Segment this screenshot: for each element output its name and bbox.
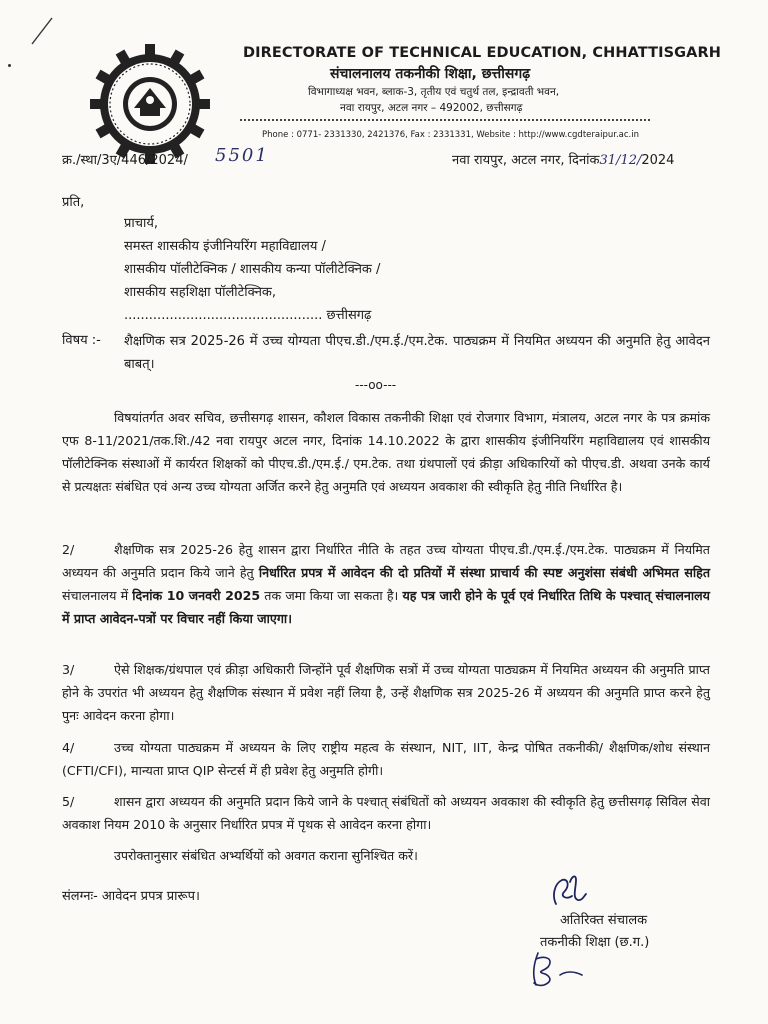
recipient-line: ................................................ छत्तीसगढ़ [124,308,372,323]
paragraph-2-text: शैक्षणिक सत्र 2025-26 हेतु शासन द्वारा निर्धारित नीति के तहत उच्च योग्यता पीएच.डी./एम.ई./एम.टेक. पाठ्यक्रम में नियमित अध्ययन की अनुमति प्रदान किये जाने हेतु [62,542,710,580]
paragraph-2 [62,538,710,630]
address-line-2: नवा रायपुर, अटल नगर – 492002, छत्तीसगढ़ [340,102,523,114]
place-date [452,150,674,168]
org-name-english: DIRECTORATE OF TECHNICAL EDUCATION, CHHATTISGARH [243,45,721,61]
subject-label: विषय :- [62,333,101,348]
handwritten-number: 5501 [215,145,269,166]
recipient-line: शासकीय सहशिक्षा पॉलीटेक्निक, [124,285,277,300]
recipient-line: समस्त शासकीय इंजीनियरिंग महाविद्यालय / [124,239,326,254]
recipient-line: प्राचार्य, [124,216,159,231]
enclosure: संलग्नः- आवेदन प्रपत्र प्रारूप। [62,889,200,904]
paragraph-1 [62,406,710,498]
scan-speck [8,64,11,67]
to-label: प्रति, [62,195,85,210]
paragraph-5-number: 5/ [62,794,75,809]
paragraph-4-text: उच्च योग्यता पाठ्यक्रम में अध्ययन के लिए राष्ट्रीय महत्व के संस्थान, NIT, IIT, केन्द्र पोषित तकनीकी/ शैक्षणिक/शोध संस्थान (CFTI/CFI), मान्यता प्राप्त QIP सेन्टर्स में ही प्रवेश हेतु अनुमति होगी। [62,740,710,778]
section-divider: ---oo--- [355,378,397,392]
paragraph-2-text: संचालनालय में [62,588,129,603]
paragraph-3-text: ऐसे शिक्षक/ग्रंथपाल एवं क्रीड़ा अधिकारी जिन्होंने पूर्व शैक्षणिक सत्रों में उच्च योग्यता पाठ्यक्रम में नियमित अध्ययन की अनुमति प्राप्त होने के उपरांत भी अध्ययन हेतु शैक्षणिक संस्थान में प्रवेश नहीं लिया है, उन्हें शैक्षणिक सत्र 2025-26 में अध्ययन की अनुमति प्राप्त करने हेतु पुनः आवेदन करना होगा। [62,662,710,723]
paragraph-5 [62,790,710,836]
subject-text: शैक्षणिक सत्र 2025-26 में उच्च योग्यता पीएच.डी./एम.ई./एम.टेक. पाठ्यक्रम में नियमित अध्ययन की अनुमति हेतु आवेदन बाबत्। [124,334,710,372]
paragraph-3 [62,658,710,727]
signatory-designation: अतिरिक्त संचालक [560,913,648,928]
contact-info: Phone : 0771- 2331330, 2421376, Fax : 2331331, Website : http://www.cgdteraipur.ac.in [262,130,639,140]
recipient-block [124,212,380,327]
paragraph-2-text: तक जमा किया जा सकता है। [264,588,399,603]
handwritten-initials-image [520,945,590,990]
pen-stroke-mark [28,14,58,48]
paragraph-2-bold-text: निर्धारित प्रपत्र में आवेदन की दो प्रतियों में संस्था प्राचार्य की स्पष्ट अनुशंसा संबंधी अभिमत सहित [258,565,710,580]
paragraph-4-number: 4/ [62,740,75,755]
paragraph-3-number: 3/ [62,662,75,677]
date-year: 2024 [641,153,675,168]
deadline-date: दिनांक 10 जनवरी 2025 [132,588,261,603]
signature-image [542,870,592,910]
org-name-hindi: संचालनालय तकनीकी शिक्षा, छत्तीसगढ़ [330,66,531,82]
closing-line [62,844,710,867]
recipient-line: शासकीय पॉलीटेक्निक / शासकीय कन्या पॉलीटेक्निक / [124,262,381,277]
paragraph-2-number: 2/ [62,542,75,557]
header-divider [240,119,650,121]
paragraph-4 [62,736,710,782]
closing-text: उपरोक्तानुसार संबंधित अभ्यर्थियों को अवगत कराना सुनिश्चित करें। [114,848,418,863]
paragraph-2-warning: यह पत्र जारी होने के पूर्व एवं निर्धारित तिथि के पश्चात् संचालनालय में प्राप्त आवेदन-पत्रों पर विचार नहीं किया जाएगा। [62,588,710,626]
signatory-department: तकनीकी शिक्षा (छ.ग.) [540,935,650,950]
directorate-logo-icon [88,42,212,166]
place-date-prefix: नवा रायपुर, अटल नगर, दिनांक [452,153,600,168]
address-line-1: विभागाध्यक्ष भवन, ब्लाक-3, तृतीय एवं चतुर्थ तल, इन्द्रावती भवन, [308,86,560,98]
reference-number: क्र./स्था/3ए/446/2024/ [62,153,188,168]
paragraph-5-text: शासन द्वारा अध्ययन की अनुमति प्रदान किये जाने के पश्चात् संबंधितों को अध्ययन अवकाश की स्वीकृति हेतु छत्तीसगढ़ सिविल सेवा अवकाश नियम 2010 के अनुसार निर्धारित प्रपत्र में पृथक से आवेदन करना होगा। [62,794,710,832]
handwritten-date: 31/12/ [599,153,642,168]
paragraph-1-text: विषयांतर्गत अवर सचिव, छत्तीसगढ़ शासन, कौशल विकास तकनीकी शिक्षा एवं रोजगार विभाग, मंत्रालय, अटल नगर के पत्र क्रमांक एफ 8-11/2021/तक.शि./42 नवा रायपुर अटल नगर, दिनांक 14.10.2022 के द्वारा शासकीय इंजीनियरिंग महाविद्यालय एवं शासकीय पॉलीटेक्निक संस्थाओं में कार्यरत शिक्षकों को पीएच.डी./एम.ई./ एम.टेक. तथा ग्रंथपालों एवं क्रीड़ा अधिकारियों को पीएच.डी. अथवा उनके कार्य से प्रत्यक्षतः संबंधित एवं अन्य उच्च योग्यता अर्जित करने हेतु अनुमति एवं अध्ययन अवकाश की स्वीकृति हेतु नीति निर्धारित है। [62,410,710,494]
